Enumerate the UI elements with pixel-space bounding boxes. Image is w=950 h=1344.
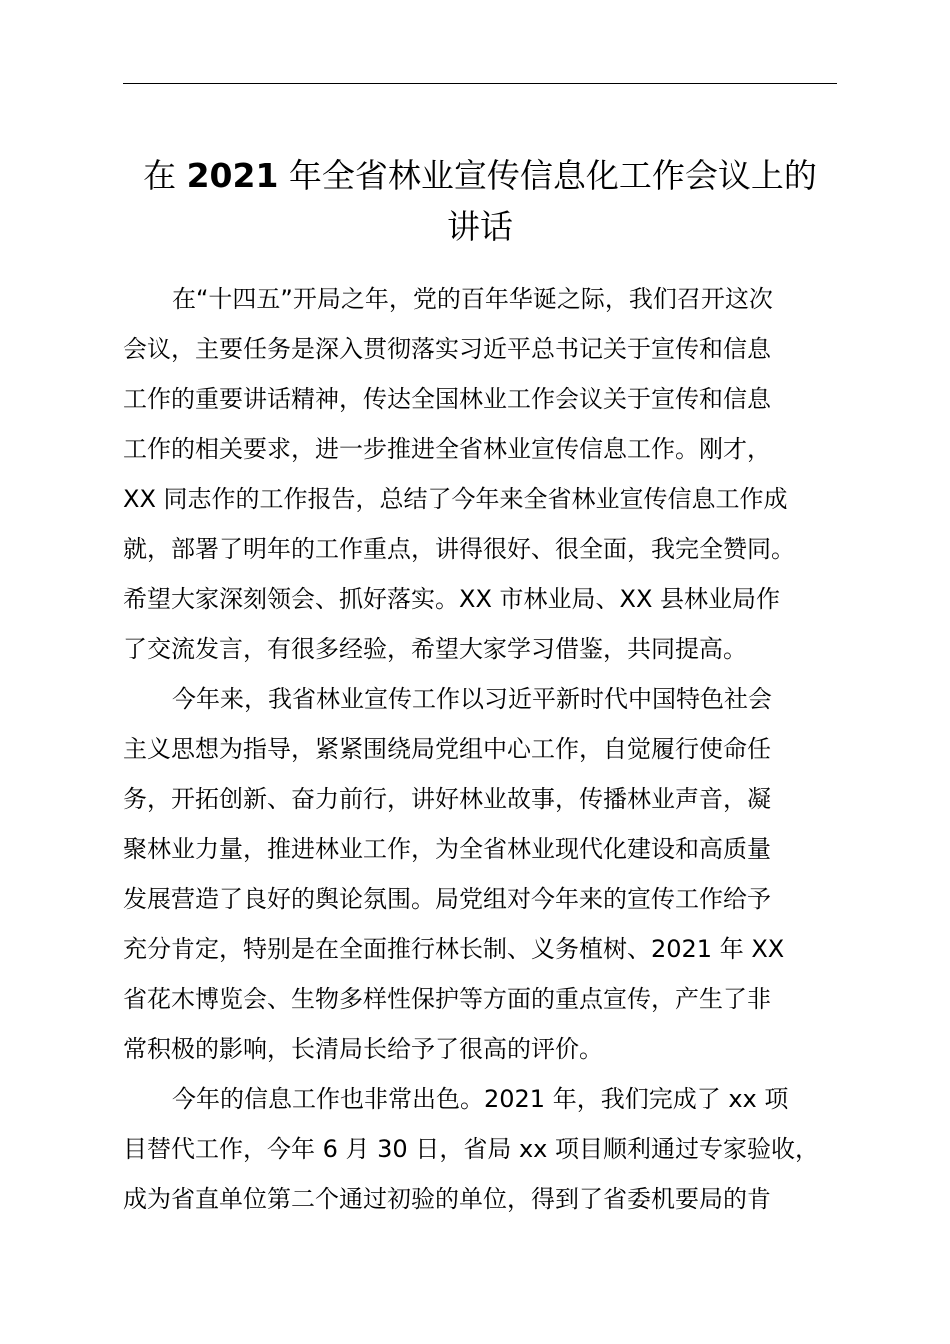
text-line: 就，部署了明年的工作重点，讲得很好、很全面，我完全赞同。	[123, 535, 795, 563]
text-line: 常积极的影响，长清局长给予了很高的评价。	[123, 1035, 603, 1063]
body-text	[123, 274, 838, 1224]
text-line: 务，开拓创新、奋力前行，讲好林业故事，传播林业声音，凝	[123, 785, 771, 813]
title-line-1-year: 2021	[186, 156, 279, 195]
text-line: 工作的相关要求，进一步推进全省林业宣传信息工作。刚才，	[123, 435, 771, 463]
title-line-1	[100, 150, 860, 201]
text-line: 充分肯定，特别是在全面推行林长制、义务植树、2021 年 XX	[123, 935, 785, 963]
text-line: 今年来，我省林业宣传工作以习近平新时代中国特色社会	[172, 685, 772, 713]
text-line: 主义思想为指导，紧紧围绕局党组中心工作，自觉履行使命任	[123, 735, 771, 763]
text-line: 省花木博览会、生物多样性保护等方面的重点宣传，产生了非	[123, 985, 771, 1013]
text-line: 聚林业力量，推进林业工作，为全省林业现代化建设和高质量	[123, 835, 771, 863]
title-line-1-post: 年全省林业宣传信息化工作会议上的	[278, 156, 817, 195]
text-line: 今年的信息工作也非常出色。2021 年，我们完成了 xx 项	[172, 1085, 789, 1113]
text-line: 成为省直单位第二个通过初验的单位，得到了省委机要局的肯	[123, 1185, 771, 1213]
header-rule	[123, 83, 837, 84]
text-line: 在“十四五”开局之年，党的百年华诞之际，我们召开这次	[172, 285, 773, 313]
page-title	[100, 150, 860, 252]
title-line-2-text: 讲话	[447, 207, 513, 246]
text-line: XX 同志作的工作报告，总结了今年来全省林业宣传信息工作成	[123, 485, 788, 513]
text-line: 工作的重要讲话精神，传达全国林业工作会议关于宣传和信息	[123, 385, 771, 413]
text-line: 发展营造了良好的舆论氛围。局党组对今年来的宣传工作给予	[123, 885, 771, 913]
text-line: 会议，主要任务是深入贯彻落实习近平总书记关于宣传和信息	[123, 335, 771, 363]
title-line-2	[100, 201, 860, 252]
text-line: 目替代工作，今年 6 月 30 日，省局 xx 项目顺利通过专家验收，	[123, 1135, 819, 1163]
text-line: 了交流发言，有很多经验，希望大家学习借鉴，共同提高。	[123, 635, 747, 663]
title-line-1-pre: 在	[143, 156, 187, 195]
text-line: 希望大家深刻领会、抓好落实。XX 市林业局、XX 县林业局作	[123, 585, 781, 613]
